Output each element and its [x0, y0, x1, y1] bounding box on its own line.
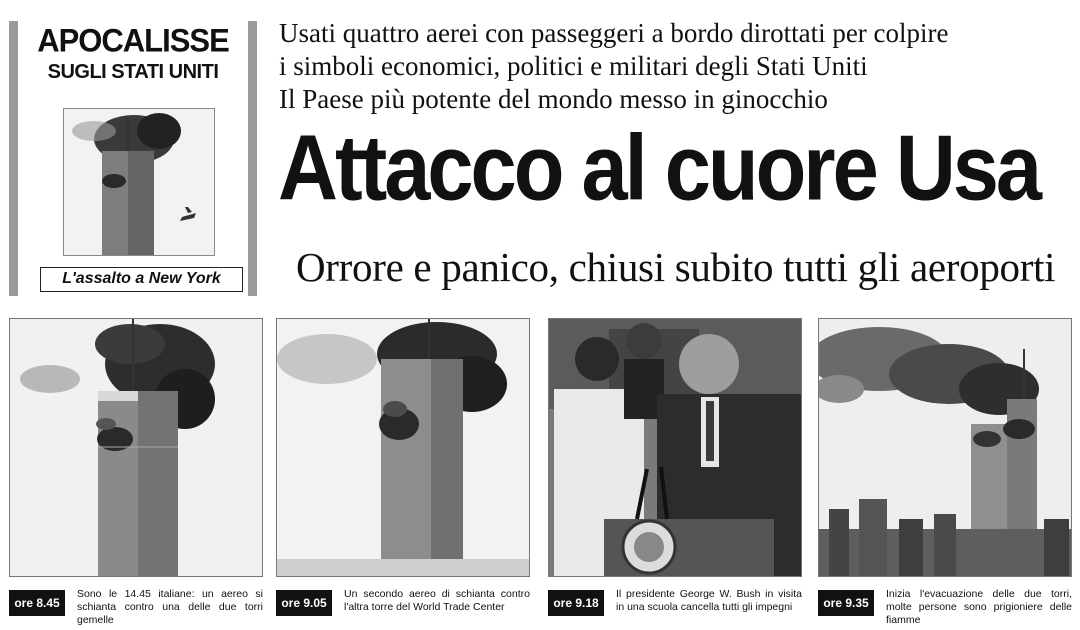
- photo-caption-3: Il presidente George W. Bush in visita in una scuola cancella tutti gli impegni: [616, 588, 802, 613]
- photo-towers-burning: [818, 318, 1072, 577]
- promo-title: APOCALISSE: [37, 22, 229, 59]
- main-headline: Attacco al cuore Usa: [278, 115, 1040, 220]
- photo-caption-4: Inizia l'evacuazione delle due torri, molte persone sono prigioniere delle fiamme: [886, 588, 1072, 626]
- promo-photo-towers: [63, 108, 215, 256]
- promo-caption: L'assalto a New York: [40, 267, 243, 292]
- time-badge-4: ore 9.35: [818, 590, 874, 616]
- photo-second-impact: [276, 318, 530, 577]
- time-badge-3: ore 9.18: [548, 590, 604, 616]
- time-badge-2: ore 9.05: [276, 590, 332, 616]
- photo-caption-1: Sono le 14.45 italiane: un aereo si schianta contro una delle due torri gemelle: [77, 588, 263, 626]
- promo-box: [9, 21, 257, 296]
- promo-subtitle: SUGLI STATI UNITI: [47, 61, 219, 83]
- subheadline: Orrore e panico, chiusi subito tutti gli aeroporti: [296, 244, 1056, 290]
- photo-president-bush: [548, 318, 802, 577]
- kicker-line-2: i simboli economici, politici e militari degli Stati Uniti: [279, 51, 868, 81]
- time-badge-1: ore 8.45: [9, 590, 65, 616]
- kicker-line-3: Il Paese più potente del mondo messo in ginocchio: [279, 84, 828, 114]
- photo-caption-2: Un secondo aereo di schianta contro l'altra torre del World Trade Center: [344, 588, 530, 613]
- kicker-line-1: Usati quattro aerei con passeggeri a bordo dirottati per colpire: [279, 18, 949, 48]
- photo-first-impact: [9, 318, 263, 577]
